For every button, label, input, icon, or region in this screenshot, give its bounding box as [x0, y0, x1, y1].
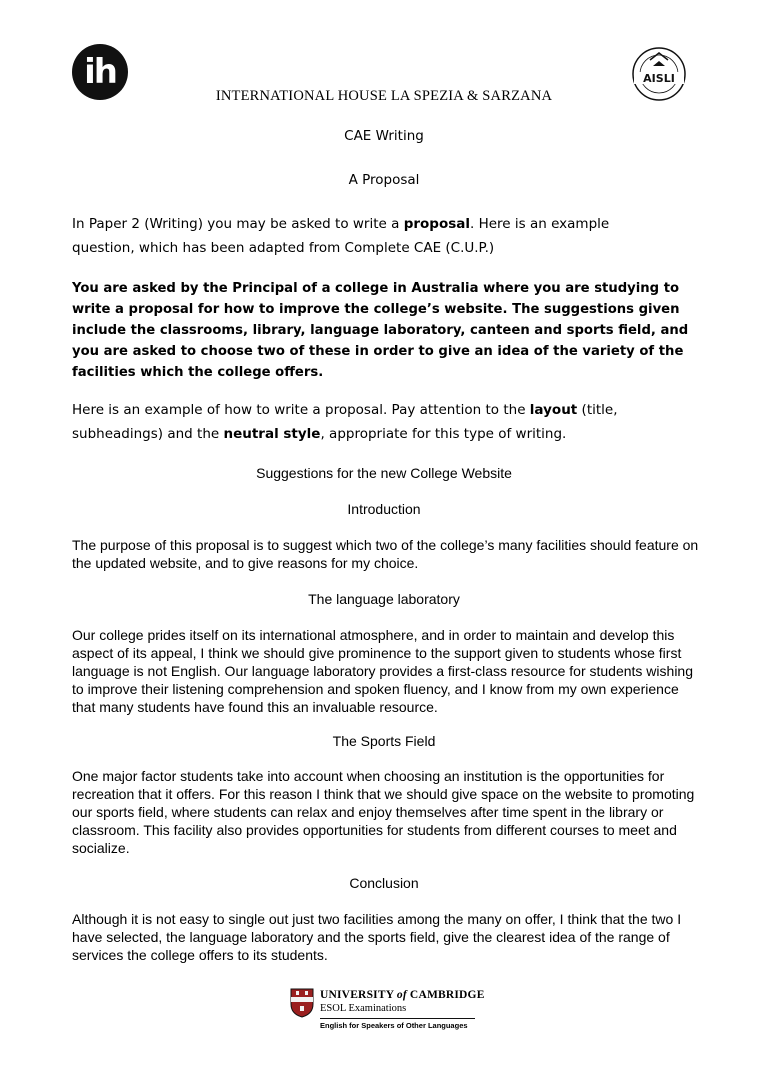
- proposal-title: Suggestions for the new College Website: [256, 465, 512, 481]
- section-heading-sports-field: The Sports Field: [332, 733, 436, 749]
- instructions-bold-layout: layout: [529, 402, 578, 418]
- intro-paragraph: [72, 212, 672, 260]
- doc-title: CAE Writing: [344, 128, 424, 144]
- instructions-paragraph: [72, 398, 688, 446]
- intro-text-2: . Here is an example question, which has been adapted from Complete CAE (C.U.P.): [72, 216, 610, 256]
- instructions-bold-style: neutral style: [223, 426, 321, 442]
- section-body-conclusion: Although it is not easy to single out just two facilities among the many on offer, I think that the two I have selected, the language laboratory and the sports field, give the clearest idea of the range of services the college offers to its students.: [72, 911, 682, 963]
- instructions-text-3: , appropriate for this type of writing.: [320, 426, 567, 442]
- instructions-text-2: (title, subheadings) and the: [72, 402, 618, 442]
- esol-examinations: ESOL Examinations: [320, 1003, 407, 1014]
- aisli-logo-text: AISLI: [643, 72, 675, 85]
- instructions-text-1: Here is an example of how to write a proposal. Pay attention to the: [72, 402, 530, 418]
- university-text-of: of: [396, 989, 407, 1001]
- ih-logo-text: ih: [84, 52, 116, 92]
- cambridge-university-name: [320, 989, 485, 1001]
- cambridge-esol-logo: [290, 988, 485, 1034]
- section-heading-introduction: Introduction: [347, 501, 421, 517]
- section-heading-language-lab: The language laboratory: [308, 591, 460, 607]
- footer-divider: [320, 1018, 475, 1019]
- school-name: INTERNATIONAL HOUSE LA SPEZIA & SARZANA: [215, 88, 553, 104]
- section-body-sports-field: One major factor students take into account when choosing an institution is the opportunities for recreation that it offers. For this reason I think that we should give space on the website to promoting our sports field, where students can relax and enjoy themselves after time spent in the library or classroom. This facility also provides opportunities for students from different courses to meet and socialize.: [72, 768, 695, 856]
- section-body-introduction: The purpose of this proposal is to suggest which two of the college’s many facilities should feature on the updated website, and to give reasons for my choice.: [72, 537, 699, 571]
- section-body-language-lab: Our college prides itself on its international atmosphere, and in order to maintain and develop this aspect of its appeal, I think we should give prominence to the support given to students whose first language is not English. Our language laboratory provides a first-class resource for students wishing to improve their listening comprehension and spoken fluency, and I know from my own experience that many students have found this an invaluable resource.: [72, 627, 693, 715]
- doc-subtitle: A Proposal: [348, 172, 420, 188]
- university-text-2: CAMBRIDGE: [406, 989, 485, 1001]
- intro-bold-word: proposal: [403, 216, 470, 232]
- cambridge-shield-icon: [290, 988, 314, 1018]
- task-paragraph: You are asked by the Principal of a college in Australia where you are studying to write a proposal for how to improve the college’s website. The suggestions given include the classrooms, library, language laboratory, canteen and sports field, and you are asked to choose two of these in order to give an idea of the variety of the facilities which the college offers.: [72, 281, 689, 380]
- section-heading-conclusion: Conclusion: [349, 875, 419, 891]
- university-text-1: UNIVERSITY: [320, 989, 397, 1001]
- intro-text-1: In Paper 2 (Writing) you may be asked to write a: [72, 216, 404, 232]
- footer-tagline: English for Speakers of Other Languages: [320, 1021, 468, 1030]
